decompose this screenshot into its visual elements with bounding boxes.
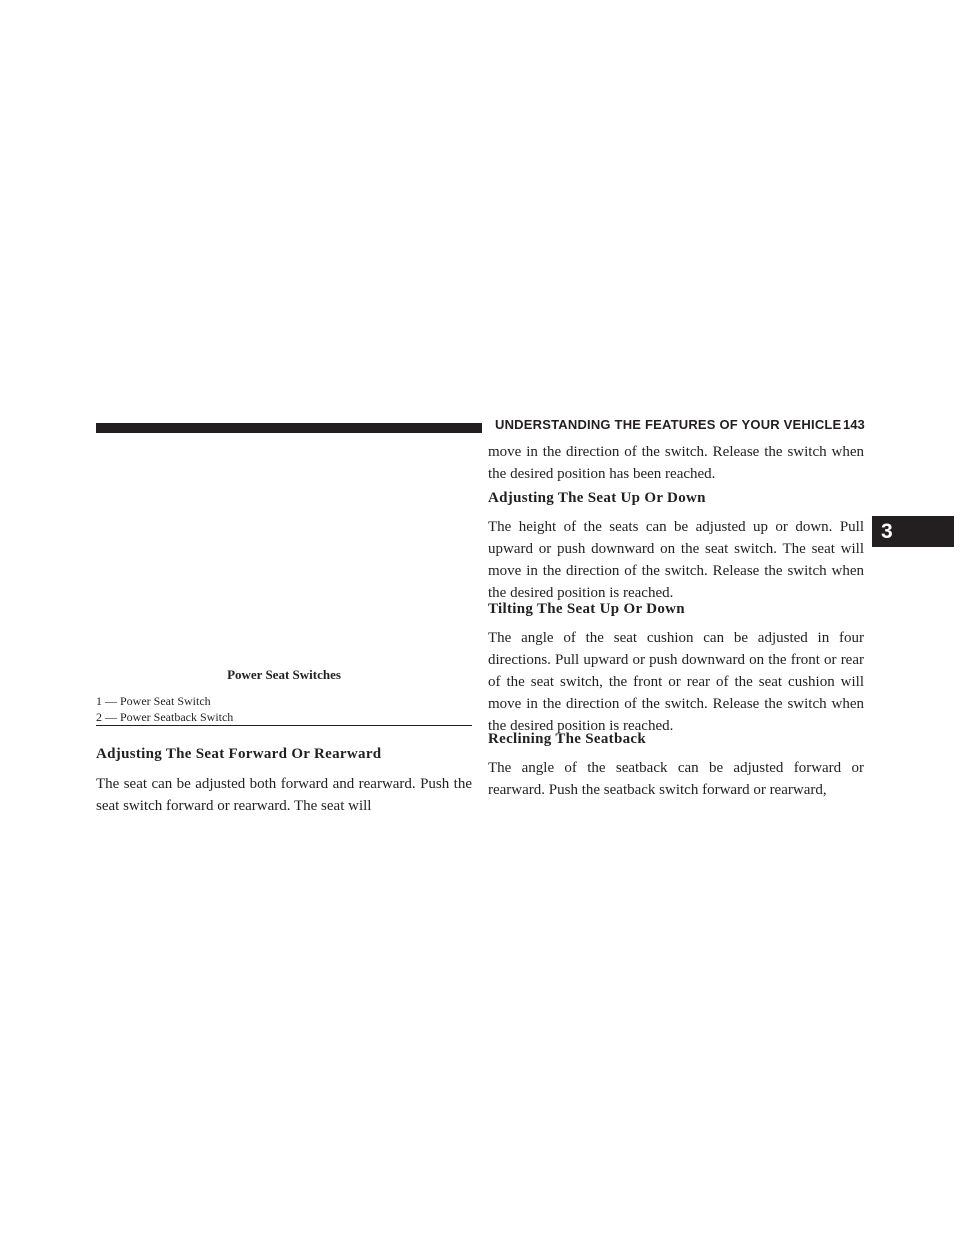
figure-legend	[96, 693, 472, 725]
section-heading-up-down: Adjusting The Seat Up Or Down	[488, 490, 706, 506]
section-paragraph-forward-rearward: The seat can be adjusted both forward and rearward. Push the seat switch forward or rearward. The seat will	[96, 776, 472, 814]
figure-image-area	[96, 445, 472, 657]
section-paragraph-up-down: The height of the seats can be adjusted up or down. Pull upward or push downward on the seat switch. The seat will move in the direction of the switch. Release the switch when the desired position is reached.	[488, 519, 864, 601]
page-number: 143	[843, 417, 865, 432]
section-heading-reclining: Reclining The Seatback	[488, 731, 647, 747]
section-paragraph-reclining: The angle of the seatback can be adjusted forward or rearward. Push the seatback switch forward or rearward,	[488, 760, 864, 798]
section-title: UNDERSTANDING THE FEATURES OF YOUR VEHICLE	[495, 417, 842, 432]
section-heading-forward-rearward: Adjusting The Seat Forward Or Rearward	[96, 746, 382, 762]
section-heading-tilting: Tilting The Seat Up Or Down	[488, 601, 685, 617]
section-paragraph-tilting: The angle of the seat cushion can be adjusted in four directions. Pull upward or push downward on the front or rear of the seat switch, the front or rear of the seat cushion will move in the direction of the switch. Release the switch when the desired position is reached.	[488, 630, 864, 734]
legend-item: 2 — Power Seatback Switch	[96, 710, 234, 724]
chapter-tab	[872, 516, 954, 547]
header-bar	[96, 423, 482, 433]
continuation-paragraph: move in the direction of the switch. Release the switch when the desired position has been reached.	[488, 444, 864, 482]
legend-divider	[96, 725, 472, 726]
legend-item: 1 — Power Seat Switch	[96, 694, 211, 708]
figure-caption-title: Power Seat Switches	[227, 667, 341, 682]
chapter-number: 3	[881, 519, 893, 543]
